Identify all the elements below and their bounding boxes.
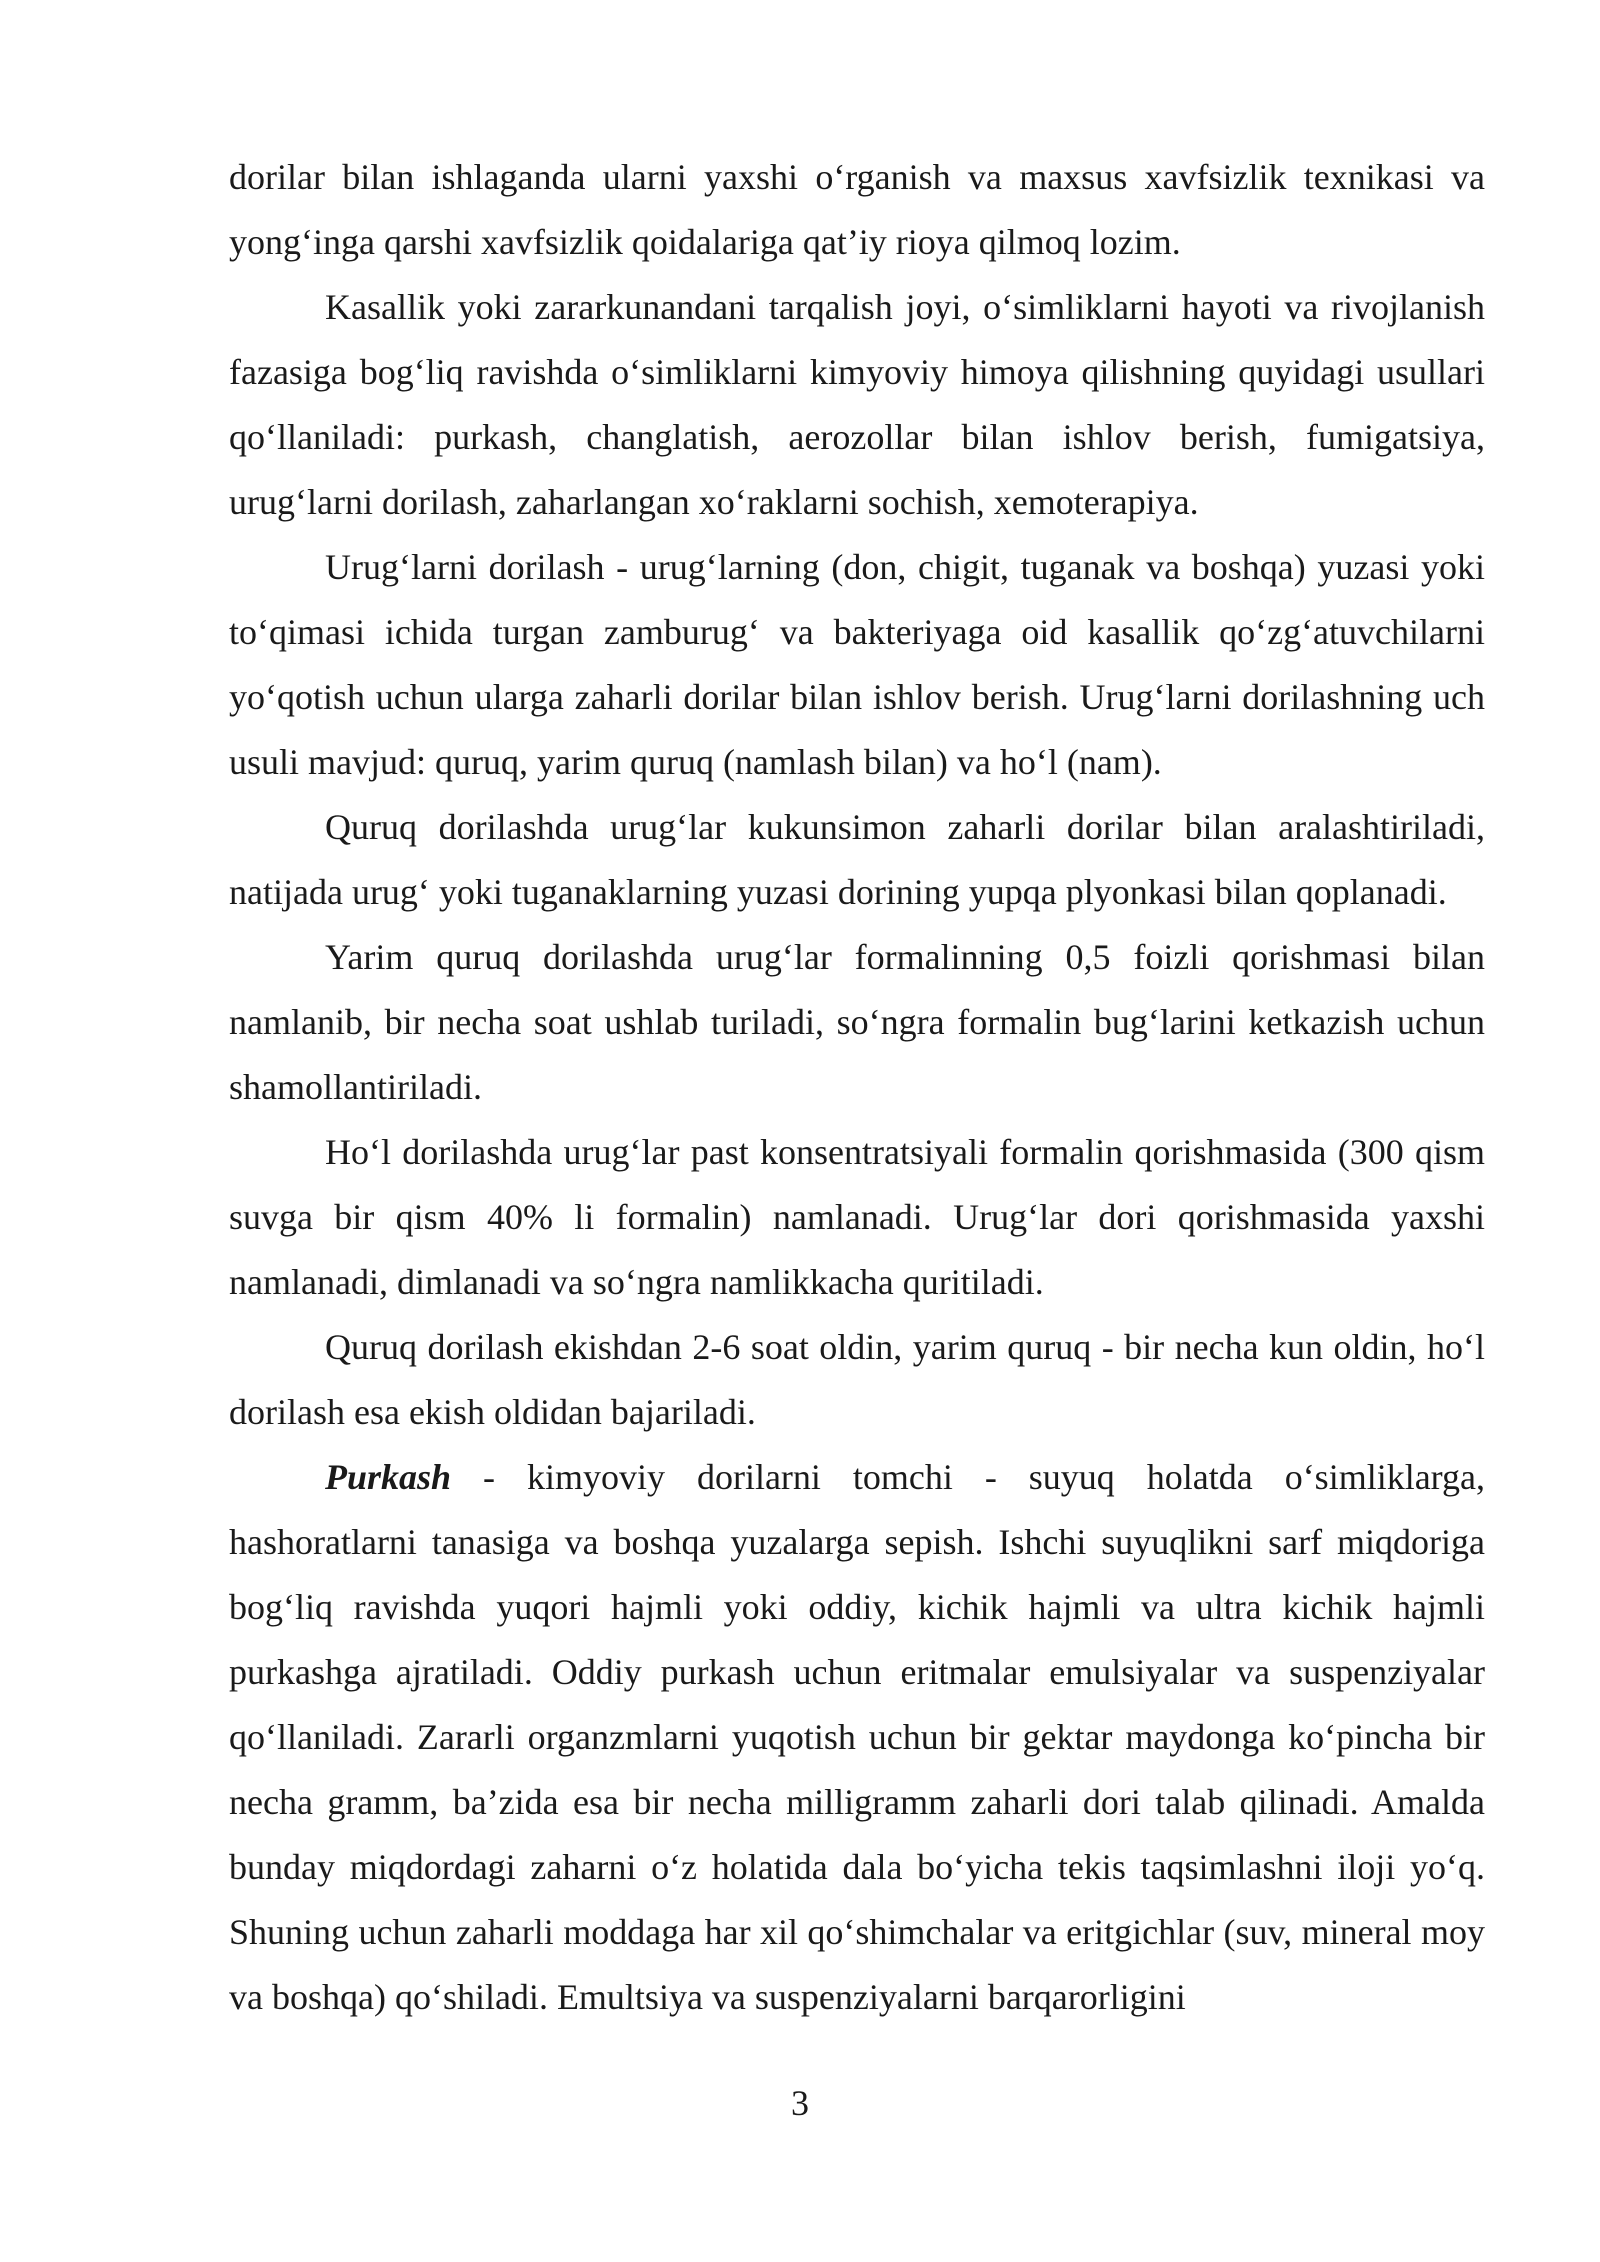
term-purkash: Purkash <box>325 1457 452 1497</box>
paragraph-wet-treatment: Ho‘l dorilashda urug‘lar past konsentratsiyali formalin qorishmasida (300 qism suvga bir qism 40% li formalin) namlanadi. Urug‘lar dori qorishmasida yaxshi namlanadi, dimlanadi va so‘ngra namlikkacha quritiladi. <box>229 1132 1485 1302</box>
paragraph-methods: Kasallik yoki zararkunandani tarqalish joyi, o‘simliklarni hayoti va rivojlanish fazasiga bog‘liq ravishda o‘simliklarni kimyoviy himoya qilishning quyidagi usullari qo‘llaniladi: purkash, changlatish, aerozollar bilan ishlov berish, fumigatsiya, urug‘larni dorilash, zaharlangan xo‘raklarni sochish, xemoterapiya. <box>229 287 1485 522</box>
paragraph-seed-treatment: Urug‘larni dorilash - urug‘larning (don, chigit, tuganak va boshqa) yuzasi yoki to‘qimasi ichida turgan zamburug‘ va bakteriyaga oid kasallik qo‘zg‘atuvchilarni yo‘qotish uchun ularga zaharli dorilar bilan ishlov berish. Urug‘larni dorilashning uch usuli mavjud: quruq, yarim quruq (namlash bilan) va ho‘l (nam). <box>229 547 1485 782</box>
page-number: 3 <box>791 2083 809 2123</box>
paragraph-spraying <box>229 1445 1485 2030</box>
document-body <box>229 145 1485 2030</box>
paragraph-continuation: dorilar bilan ishlaganda ularni yaxshi o‘rganish va maxsus xavfsizlik texnikasi va yong‘inga qarshi xavfsizlik qoidalariga qat’iy rioya qilmoq lozim. <box>229 157 1485 262</box>
paragraph-dry-treatment: Quruq dorilashda urug‘lar kukunsimon zaharli dorilar bilan aralashtiriladi, natijada urug‘ yoki tuganaklarning yuzasi dorining yupqa plyonkasi bilan qoplanadi. <box>229 807 1485 912</box>
paragraph-timing: Quruq dorilash ekishdan 2-6 soat oldin, yarim quruq - bir necha kun oldin, ho‘l dorilash esa ekish oldidan bajariladi. <box>229 1327 1485 1432</box>
spraying-definition: - kimyoviy dorilarni tomchi - suyuq holatda o‘simliklarga, hashoratlarni tanasiga va boshqa yuzalarga sepish. Ishchi suyuqlikni sarf miqdoriga bog‘liq ravishda yuqori hajmli yoki oddiy, kichik hajmli va ultra kichik hajmli purkashga ajratiladi. Oddiy purkash uchun eritmalar emulsiyalar va suspenziyalar qo‘llaniladi. Zararli organzmlarni yuqotish uchun bir gektar maydonga ko‘pincha bir necha gramm, ba’zida esa bir necha milligramm zaharli dori talab qilinadi. Amalda bunday miqdordagi zaharni o‘z holatida dala bo‘yicha tekis taqsimlashni iloji yo‘q. Shuning uchun zaharli moddaga har xil qo‘shimchalar va eritgichlar (suv, mineral moy va boshqa) qo‘shiladi. Emultsiya va suspenziyalarni barqarorligini <box>229 1457 1485 2017</box>
paragraph-semi-dry-treatment: Yarim quruq dorilashda urug‘lar formalinning 0,5 foizli qorishmasi bilan namlanib, bir necha soat ushlab turiladi, so‘ngra formalin bug‘larini ketkazish uchun shamollantiriladi. <box>229 937 1485 1107</box>
